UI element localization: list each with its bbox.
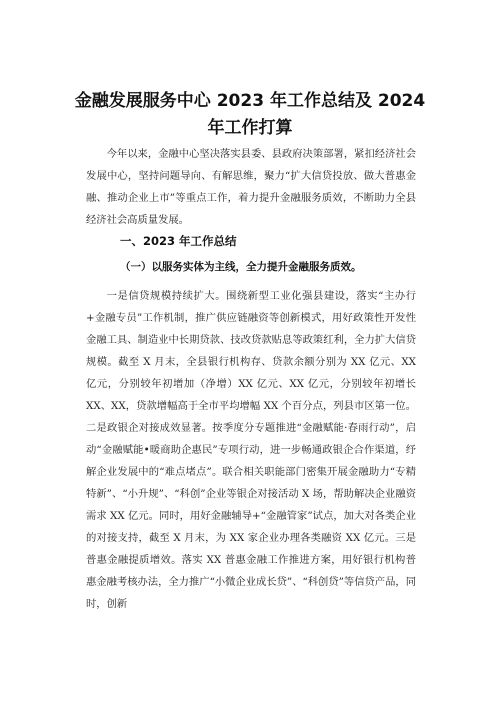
section-heading: 一、2023 年工作总结 bbox=[120, 234, 237, 248]
document-title-line-1: 金融发展服务中心 2023 年工作总结及 2024 bbox=[74, 91, 426, 111]
intro-paragraph: 今年以来，金融中心坚决落实县委、县政府决策部署，紧扣经济社会发展中心，坚持问题导向、有解思维，聚力“扩大信贷投放、做大普惠金融、推动企业上市”等重点工作，着力提升金融服务质效，不断助力全县经济社会高质量发展。 bbox=[86, 148, 416, 226]
subsection-heading: （一）以服务实体为主线，全力提升金融服务质效。 bbox=[120, 261, 362, 273]
document-title-line-2: 年工作打算 bbox=[207, 118, 293, 138]
body-paragraph: 一是信贷规模持续扩大。围绕新型工业化强县建设，落实“主办行+金融专员”工作机制，推广供应链融资等创新模式，用好政策性开发性金融工具、制造业中长期贷款、技改贷款贴息等政策红利，全力扩大信贷规模。截至 X 月末，全县银行机构存、贷款余额分别为 XX 亿元、XX 亿元，分别较年初增加（净增）XX 亿元、XX 亿元，分别较年初增长 XX、XX，贷款增幅高于全市平均增幅 XX 个百分点，列县市区第一位。二是政银企对接成效显著。按季度分专题推进“金融赋能·春雨行动”，启动“金融赋能•暖商助企惠民”专项行动，进一步畅通政银企合作渠道，纾解企业发展中的“难点堵点”。联合相关职能部门密集开展金融助力“专精特新”、“小升规”、“科创”企业等银企对接活动 X 场，帮助解决企业融资需求 XX 亿元。同时，用好金融辅导+“金融管家”试点，加大对各类企业的对接支持，截至 X 月末，为 XX 家企业办理各类融资 XX 亿元。三是普惠金融提质增效。落实 XX 普惠金融工作推进方案，用好银行机构普惠金融考核办法，全力推广“小微企业成长贷”、“科创贷”等信贷产品，同时，创新 bbox=[86, 290, 416, 610]
